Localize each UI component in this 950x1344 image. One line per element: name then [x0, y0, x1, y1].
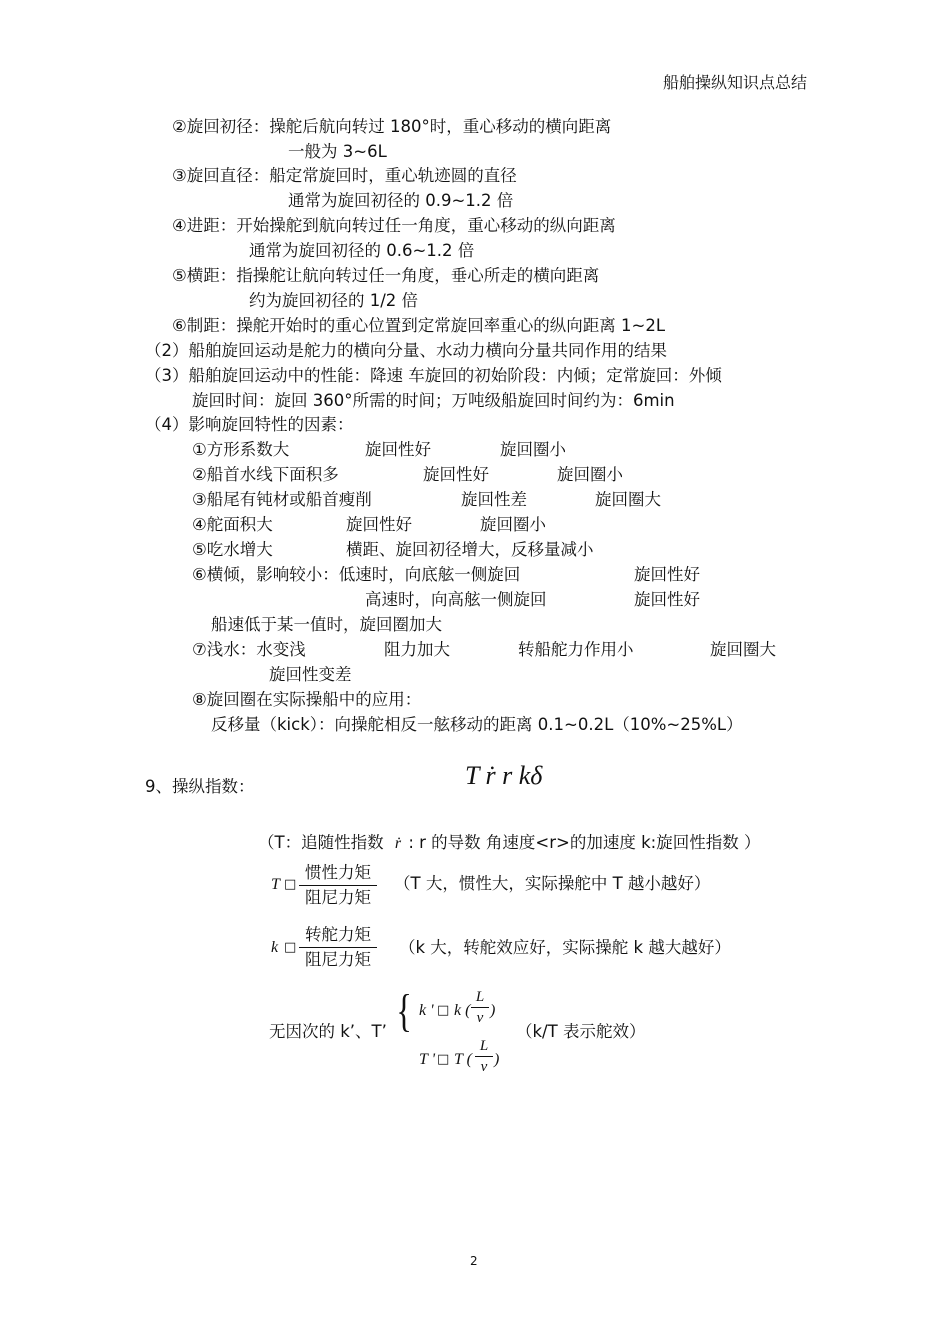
factor-2-circle: 旋回圈小: [557, 465, 623, 484]
close-paren: ): [490, 1002, 496, 1019]
dimensionless-label: 无因次的 k’、T’: [269, 1022, 387, 1041]
index-legend-post: : r 的导数 角速度<r>的加速度 k:旋回性指数 ）: [408, 833, 761, 852]
text-line: ③旋回直径：船定常旋回时，重心轨迹圆的直径: [172, 166, 517, 185]
text-line: （4）影响旋回特性的因素：: [145, 415, 354, 434]
factor-4-circle: 旋回圈小: [480, 515, 546, 534]
v-denominator: v: [480, 1059, 488, 1075]
k-denominator: 阻尼力矩: [305, 950, 371, 969]
fraction-bar: [299, 885, 377, 886]
T-prime-lhs: T ': [419, 1051, 436, 1068]
factor-8: ⑧旋回圈在实际操船中的应用：: [192, 690, 422, 709]
equals-glyph: □: [437, 1052, 450, 1067]
fraction-bar: [475, 1056, 493, 1057]
factor-6-effect: 旋回性好: [634, 565, 700, 584]
k-fraction: [299, 924, 377, 971]
index-legend: [258, 832, 760, 855]
k-numerator: 转舵力矩: [305, 925, 371, 944]
factor-8-kick: 反移量（kick）：向操舵相反一舷移动的距离 0.1~0.2L（10%~25%L）: [211, 715, 743, 734]
factor-6-high-effect: 旋回性好: [634, 590, 700, 609]
text-line: （3）船舶旋回运动中的性能：降速 车旋回的初始阶段：内倾；定常旋回：外倾: [145, 366, 722, 385]
factor-7-resistance: 阻力加大: [384, 640, 450, 659]
factor-7-note: 旋回性变差: [269, 665, 352, 684]
text-line: ②旋回初径：操舵后航向转过 180°时，重心移动的横向距离: [172, 117, 612, 136]
r-dot-symbol: ṙ: [394, 835, 402, 852]
factor-3-circle: 旋回圈大: [595, 490, 661, 509]
text-line: ⑤横距：指操舵让航向转过任一角度，垂心所走的横向距离: [172, 266, 600, 285]
section-9-label: 9、操纵指数：: [145, 777, 255, 796]
text-line: 通常为旋回初径的 0.9~1.2 倍: [288, 191, 514, 210]
T-numerator: 惯性力矩: [305, 863, 371, 882]
text-line: ④进距：开始操舵到航向转过任一角度，重心移动的纵向距离: [172, 216, 616, 235]
factor-7-rudder: 转船舵力作用小: [518, 640, 634, 659]
factor-4-effect: 旋回性好: [346, 515, 412, 534]
index-legend-pre: （T：追随性指数: [258, 833, 384, 852]
T-fraction: [299, 862, 377, 909]
L-numerator: L: [479, 1038, 489, 1054]
text-line: 约为旋回初径的 1/2 倍: [249, 291, 419, 310]
T-prime-rhs: T (: [454, 1051, 472, 1068]
T-symbol: T: [271, 876, 280, 893]
factor-6: ⑥横倾，影响较小：低速时，向底舷一侧旋回: [192, 565, 521, 584]
factor-3-effect: 旋回性差: [461, 490, 527, 509]
k-prime-rhs: k (: [454, 1002, 471, 1019]
text-line: 通常为旋回初径的 0.6~1.2 倍: [249, 241, 475, 260]
fraction-bar: [471, 1007, 489, 1008]
factor-6-note: 船速低于某一值时，旋回圈加大: [211, 615, 442, 634]
factor-7-circle: 旋回圈大: [710, 640, 776, 659]
fraction-bar: [299, 947, 377, 948]
T-note: （T 大，惯性大，实际操舵中 T 越小越好）: [394, 874, 711, 893]
factor-1: ①方形系数大: [192, 440, 290, 459]
equals-glyph: □: [437, 1003, 450, 1018]
L-numerator: L: [475, 989, 485, 1005]
steering-equation: T ṙ r kδ: [465, 761, 543, 790]
close-paren: ): [494, 1051, 500, 1068]
factor-2-effect: 旋回性好: [423, 465, 489, 484]
factor-4: ④舵面积大: [192, 515, 273, 534]
T-denominator: 阻尼力矩: [305, 888, 371, 907]
v-denominator: v: [476, 1010, 484, 1026]
page-number: 2: [470, 1254, 478, 1268]
text-line: （2）船舶旋回运动是舵力的横向分量、水动力横向分量共同作用的结果: [145, 341, 667, 360]
factor-5: ⑤吃水增大: [192, 540, 273, 559]
factor-6-high: 高速时，向高舷一侧旋回: [365, 590, 547, 609]
L-over-v-fraction: [475, 1037, 493, 1076]
factor-1-circle: 旋回圈小: [500, 440, 566, 459]
factor-1-effect: 旋回性好: [365, 440, 431, 459]
factor-7: ⑦浅水：水变浅: [192, 640, 306, 659]
text-line: 旋回时间：旋回 360°所需的时间；万吨级船旋回时间约为：6min: [192, 391, 675, 410]
running-header: 船舶操纵知识点总结: [662, 73, 807, 92]
factor-3: ③船尾有钝材或船首瘦削: [192, 490, 372, 509]
k-symbol: k: [271, 939, 279, 956]
equals-glyph: □: [284, 940, 297, 955]
brace-glyph: {: [396, 985, 412, 1036]
k-note: （k 大，转舵效应好，实际操舵 k 越大越好）: [399, 938, 731, 957]
factor-5-effect: 横距、旋回初径增大，反移量减小: [346, 540, 594, 559]
factor-2: ②船首水线下面积多: [192, 465, 339, 484]
ratio-note: （k/T 表示舵效）: [516, 1022, 646, 1041]
text-line: ⑥制距：操舵开始时的重心位置到定常旋回率重心的纵向距离 1~2L: [172, 316, 666, 335]
k-prime-lhs: k ': [419, 1002, 434, 1019]
text-line: 一般为 3~6L: [288, 142, 387, 161]
L-over-v-fraction: [471, 988, 489, 1027]
equals-glyph: □: [284, 877, 297, 892]
